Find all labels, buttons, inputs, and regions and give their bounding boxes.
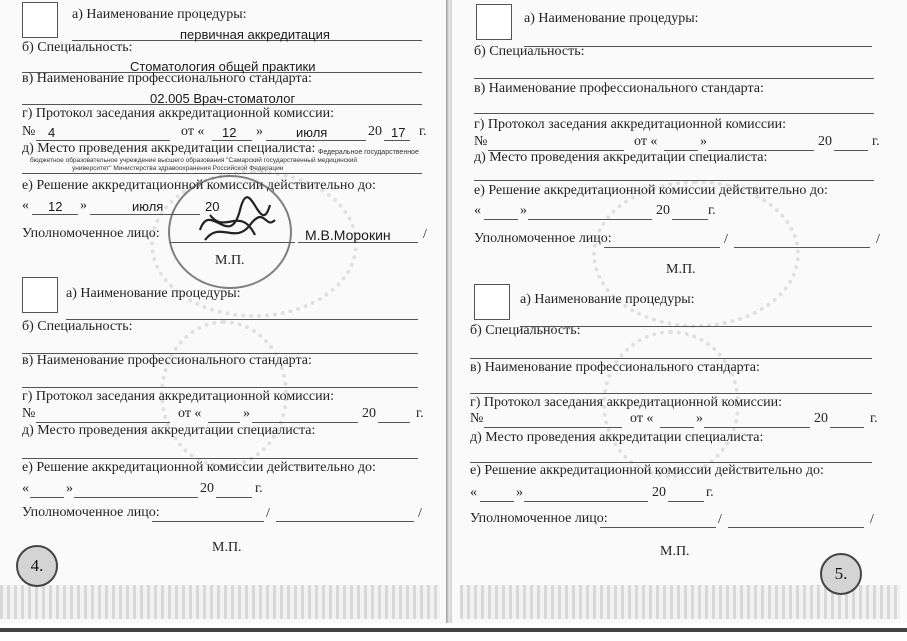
page-left [0, 0, 448, 641]
protocol-g-label: г. [872, 134, 880, 149]
decision-close-quote: » [516, 485, 523, 500]
procedure-label: а) Наименование процедуры: [72, 7, 247, 22]
protocol-year-prefix: 20 [362, 406, 376, 421]
decorative-border [0, 585, 440, 619]
decision-label: е) Решение аккредитационной комиссии действительно до: [470, 463, 824, 478]
protocol-close-quote: » [696, 411, 703, 426]
accreditation-block-4 [452, 282, 907, 562]
standard-label: в) Наименование профессионального стандарта: [470, 360, 760, 375]
decision-g-label: г. [255, 481, 263, 496]
decision-month-value: июля [132, 199, 164, 214]
decision-close-quote: » [80, 198, 87, 213]
protocol-no-label: № [470, 411, 484, 426]
protocol-year-prefix: 20 [818, 134, 832, 149]
procedure-value: первичная аккредитация [180, 27, 330, 42]
protocol-month-value: июля [296, 125, 328, 140]
signature-scribble [190, 190, 280, 260]
protocol-no-label: № [22, 406, 36, 421]
official-label: Уполномоченное лицо: [22, 226, 160, 241]
specialty-label: б) Специальность: [22, 40, 133, 55]
protocol-no-label: № [22, 124, 36, 139]
protocol-ot-label: от « [181, 124, 205, 139]
stamp-mp-label: М.П. [212, 540, 242, 555]
place-label: д) Место проведения аккредитации специалиста: [470, 430, 764, 445]
decision-open-quote: « [474, 203, 481, 218]
protocol-ot-label: от « [178, 406, 202, 421]
specialty-label: б) Специальность: [474, 44, 585, 59]
official-slash: / [870, 512, 874, 527]
decision-label: е) Решение аккредитационной комиссии действительно до: [22, 460, 376, 475]
standard-value: 02.005 Врач-стоматолог [150, 91, 296, 106]
stamp-mp-label: М.П. [660, 544, 690, 559]
official-label: Уполномоченное лицо: [22, 505, 160, 520]
place-label: д) Место проведения аккредитации специалиста: [22, 423, 316, 438]
decision-label: е) Решение аккредитационной комиссии действительно до: [474, 183, 828, 198]
checkbox-square [474, 284, 510, 320]
official-slash: / [876, 232, 880, 247]
place-label: д) Место проведения аккредитации специалиста: [22, 141, 316, 156]
protocol-g-label: г. [416, 406, 424, 421]
checkbox-square [22, 277, 58, 313]
specialty-label: б) Специальность: [22, 319, 133, 334]
protocol-g-label: г. [419, 124, 427, 139]
procedure-label: а) Наименование процедуры: [66, 286, 241, 301]
official-slash: / [718, 512, 722, 527]
scan-edge [0, 623, 907, 641]
official-slash: / [418, 506, 422, 521]
protocol-label: г) Протокол заседания аккредитационной комиссии: [22, 106, 334, 121]
decision-open-quote: « [470, 485, 477, 500]
decision-year-prefix: 20 [652, 485, 666, 500]
page-right [452, 0, 907, 641]
decision-open-quote: « [22, 198, 29, 213]
standard-label: в) Наименование профессионального стандарта: [22, 71, 312, 86]
decision-g-label: г. [706, 485, 714, 500]
stamp-mp-label: М.П. [666, 262, 696, 277]
decision-g-label: г. [708, 203, 716, 218]
protocol-close-quote: » [700, 134, 707, 149]
official-label: Уполномоченное лицо: [474, 231, 612, 246]
decision-day-value: 12 [48, 199, 63, 214]
decision-year-prefix: 20 [656, 203, 670, 218]
official-name-value: М.В.Морокин [305, 227, 391, 243]
accreditation-block-1 [0, 0, 448, 270]
procedure-label: а) Наименование процедуры: [524, 11, 699, 26]
specialty-value: Стоматология общей практики [130, 59, 316, 74]
protocol-g-label: г. [870, 411, 878, 426]
place-stamp-line1: бюджетное образовательное учреждение высшего образования "Самарский государственный медицинский [30, 157, 358, 164]
protocol-year-prefix: 20 [814, 411, 828, 426]
official-label: Уполномоченное лицо: [470, 511, 608, 526]
protocol-label: г) Протокол заседания аккредитационной комиссии: [470, 395, 782, 410]
page-number-left: 4. [16, 545, 58, 587]
protocol-close-quote: » [243, 406, 250, 421]
standard-label: в) Наименование профессионального стандарта: [22, 353, 312, 368]
stamp-mp-label: М.П. [215, 253, 245, 268]
protocol-year-prefix: 20 [368, 124, 382, 139]
specialty-label: б) Специальность: [470, 323, 581, 338]
protocol-label: г) Протокол заседания аккредитационной комиссии: [22, 389, 334, 404]
official-slash: / [423, 227, 427, 242]
protocol-ot-label: от « [630, 411, 654, 426]
protocol-year-value: 17 [391, 125, 406, 140]
checkbox-square [476, 4, 512, 40]
official-slash: / [266, 506, 270, 521]
place-label: д) Место проведения аккредитации специалиста: [474, 150, 768, 165]
decision-year-prefix: 20 [200, 481, 214, 496]
decision-close-quote: » [520, 203, 527, 218]
official-slash: / [724, 232, 728, 247]
procedure-label: а) Наименование процедуры: [520, 292, 695, 307]
accreditation-block-2 [0, 275, 448, 565]
accreditation-block-3 [452, 0, 907, 280]
decision-year-value: 20 [205, 199, 220, 214]
page-number-right: 5. [820, 553, 862, 595]
protocol-close-quote: » [256, 124, 263, 139]
protocol-ot-label: от « [634, 134, 658, 149]
standard-label: в) Наименование профессионального стандарта: [474, 81, 764, 96]
protocol-day-value: 12 [222, 125, 237, 140]
place-stamp-prefix: Федеральное государственное [318, 149, 419, 156]
place-stamp-line2: университет" Министерства здравоохранения Российской Федерации [72, 165, 284, 172]
decision-open-quote: « [22, 481, 29, 496]
decision-close-quote: » [66, 481, 73, 496]
protocol-label: г) Протокол заседания аккредитационной комиссии: [474, 117, 786, 132]
protocol-no-value: 4 [48, 125, 56, 140]
checkbox-square [22, 2, 58, 38]
protocol-no-label: № [474, 134, 488, 149]
decision-label: е) Решение аккредитационной комиссии действительно до: [22, 178, 376, 193]
